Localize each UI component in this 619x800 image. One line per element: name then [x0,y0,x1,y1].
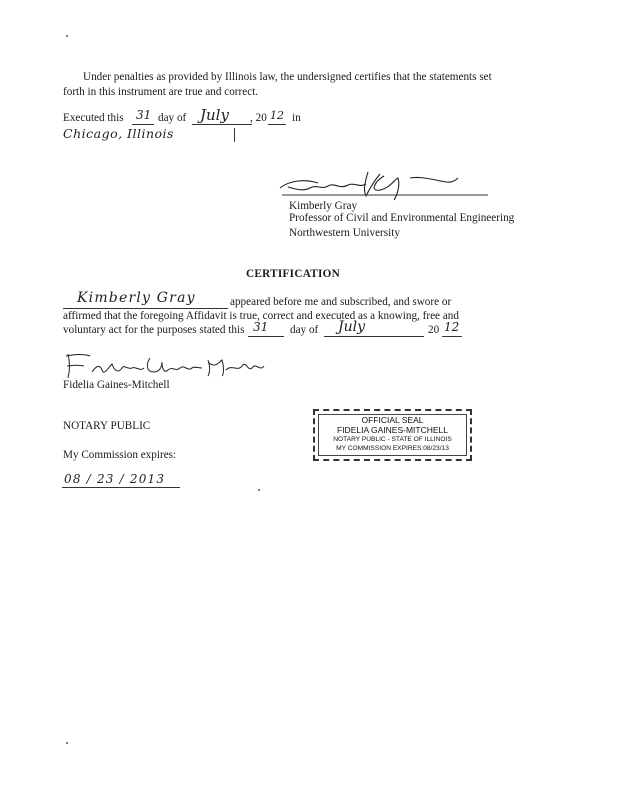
notary-signature [62,350,272,382]
executed-year-field [268,109,286,125]
certification-line-2: affirmed that the foregoing Affidavit is true, correct and executed as a knowing, free and [63,310,459,322]
executed-day-of: day of [158,112,187,124]
signer-institution: Northwestern University [289,227,400,239]
executed-day-field [132,108,154,125]
certification-line-3-prefix: voluntary act for the purposes stated this [63,324,245,336]
notary-commission-date: 08 / 23 / 2013 [64,472,166,486]
certification-day-field [248,320,284,337]
executed-location-mark [234,128,235,142]
certification-year-field [442,320,462,337]
declaration-line-1: Under penalties as provided by Illinois law, the undersigned certifies that the statements set [83,71,492,83]
notary-commission-label: My Commission expires: [63,449,177,461]
certification-day-of: day of [290,324,319,336]
executed-prefix: Executed this [63,112,124,124]
seal-line-1: OFFICIAL SEAL [361,415,424,425]
certification-year-prefix: 20 [428,324,440,336]
executed-month-field [192,106,252,125]
scan-speck [258,489,260,491]
executed-year-value: 12 [270,109,284,122]
certification-name-field [63,290,228,309]
executed-in-label: in [292,112,301,124]
certification-heading: CERTIFICATION [246,268,341,280]
notary-commission-date-field [62,472,180,488]
certification-name-value: Kimberly Gray [77,290,196,306]
seal-line-4: MY COMMISSION EXPIRES:08/23/13 [336,445,449,452]
notary-name: Fidelia Gaines-Mitchell [63,379,170,391]
executed-day-value: 31 [136,108,152,122]
executed-year-prefix: , 20 [250,112,267,124]
notary-title: NOTARY PUBLIC [63,420,151,432]
signer-name: Kimberly Gray [289,200,358,212]
declaration-line-2: forth in this instrument are true and correct. [63,86,259,98]
certification-month-field [324,319,424,337]
notary-official-seal [313,409,472,461]
scan-speck [66,742,68,744]
certification-month-value: July [338,319,366,335]
seal-line-2: FIDELIA GAINES-MITCHELL [337,425,448,435]
certification-day-value: 31 [253,320,269,334]
certification-line-1: appeared before me and subscribed, and swore or [230,296,452,308]
executed-location-value: Chicago, Illinois [63,126,174,141]
signer-title: Professor of Civil and Environmental Engineering [289,212,515,224]
seal-line-3: NOTARY PUBLIC - STATE OF ILLINOIS [333,436,452,443]
certification-year-value: 12 [444,320,460,334]
executed-month-value: July [200,106,229,124]
scan-speck [66,35,68,37]
